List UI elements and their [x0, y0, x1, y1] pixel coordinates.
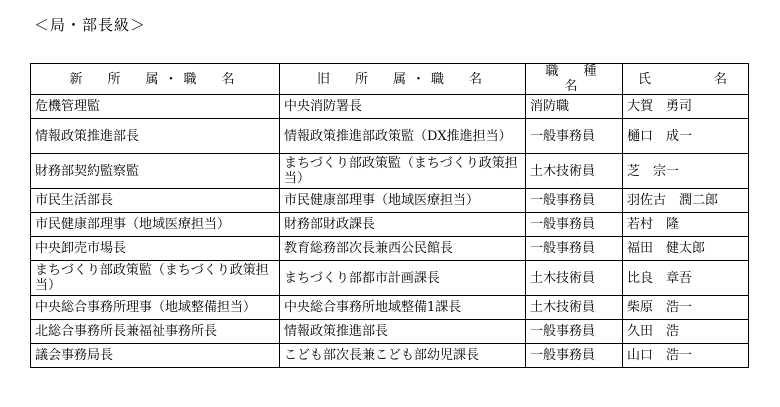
table-row — [31, 261, 749, 296]
table-row — [31, 344, 749, 368]
cell-old-position: まちづくり部都市計画課長 — [280, 261, 526, 296]
cell-new-position: 市民健康部理事（地域医療担当） — [31, 213, 280, 237]
cell-job-type: 一般事務員 — [526, 344, 623, 368]
header-job-type: 職 種 名 — [526, 64, 623, 95]
cell-name: 山口 浩一 — [623, 344, 749, 368]
cell-name: 久田 浩 — [623, 320, 749, 344]
table-header-row — [31, 64, 749, 95]
cell-new-position: 北総合事務所長兼福祉事務所長 — [31, 320, 280, 344]
table-row — [31, 213, 749, 237]
cell-job-type: 一般事務員 — [526, 213, 623, 237]
cell-name: 福田 健太郎 — [623, 237, 749, 261]
table-row — [31, 154, 749, 189]
cell-job-type: 一般事務員 — [526, 119, 623, 154]
table-row — [31, 189, 749, 213]
personnel-table — [30, 63, 749, 368]
table-row — [31, 296, 749, 320]
cell-new-position: 議会事務局長 — [31, 344, 280, 368]
section-heading: ＜局・部長級＞ — [34, 16, 147, 34]
cell-name: 若村 隆 — [623, 213, 749, 237]
cell-name: 芝 宗一 — [623, 154, 749, 189]
cell-old-position: 情報政策推進部長 — [280, 320, 526, 344]
table-row — [31, 237, 749, 261]
cell-new-position: 危機管理監 — [31, 95, 280, 119]
cell-new-position: 中央総合事務所理事（地域整備担当） — [31, 296, 280, 320]
cell-new-position: 市民生活部長 — [31, 189, 280, 213]
header-new-position: 新 所 属・職 名 — [31, 64, 280, 95]
cell-old-position: 財務部財政課長 — [280, 213, 526, 237]
cell-old-position: 中央総合事務所地域整備1課長 — [280, 296, 526, 320]
cell-new-position: 財務部契約監察監 — [31, 154, 280, 189]
cell-name: 大賀 勇司 — [623, 95, 749, 119]
cell-name: 柴原 浩一 — [623, 296, 749, 320]
cell-new-position: まちづくり部政策監（まちづくり政策担当） — [31, 261, 280, 296]
cell-old-position: 市民健康部理事（地域医療担当） — [280, 189, 526, 213]
cell-old-position: 中央消防署長 — [280, 95, 526, 119]
cell-job-type: 一般事務員 — [526, 189, 623, 213]
table-row — [31, 320, 749, 344]
header-name: 氏 名 — [623, 64, 749, 95]
cell-job-type: 消防職 — [526, 95, 623, 119]
header-old-position: 旧 所 属・職 名 — [280, 64, 526, 95]
cell-old-position: 情報政策推進部政策監（DX推進担当） — [280, 119, 526, 154]
cell-job-type: 土木技術員 — [526, 261, 623, 296]
cell-old-position: まちづくり部政策監（まちづくり政策担当） — [280, 154, 526, 189]
cell-name: 羽佐古 潤二郎 — [623, 189, 749, 213]
cell-new-position: 中央卸売市場長 — [31, 237, 280, 261]
cell-name: 比良 章吾 — [623, 261, 749, 296]
table-row — [31, 119, 749, 154]
cell-job-type: 土木技術員 — [526, 154, 623, 189]
cell-job-type: 一般事務員 — [526, 320, 623, 344]
table-row — [31, 95, 749, 119]
cell-new-position: 情報政策推進部長 — [31, 119, 280, 154]
cell-job-type: 一般事務員 — [526, 237, 623, 261]
cell-name: 樋口 成一 — [623, 119, 749, 154]
cell-job-type: 土木技術員 — [526, 296, 623, 320]
cell-old-position: こども部次長兼こども部幼児課長 — [280, 344, 526, 368]
cell-old-position: 教育総務部次長兼西公民館長 — [280, 237, 526, 261]
